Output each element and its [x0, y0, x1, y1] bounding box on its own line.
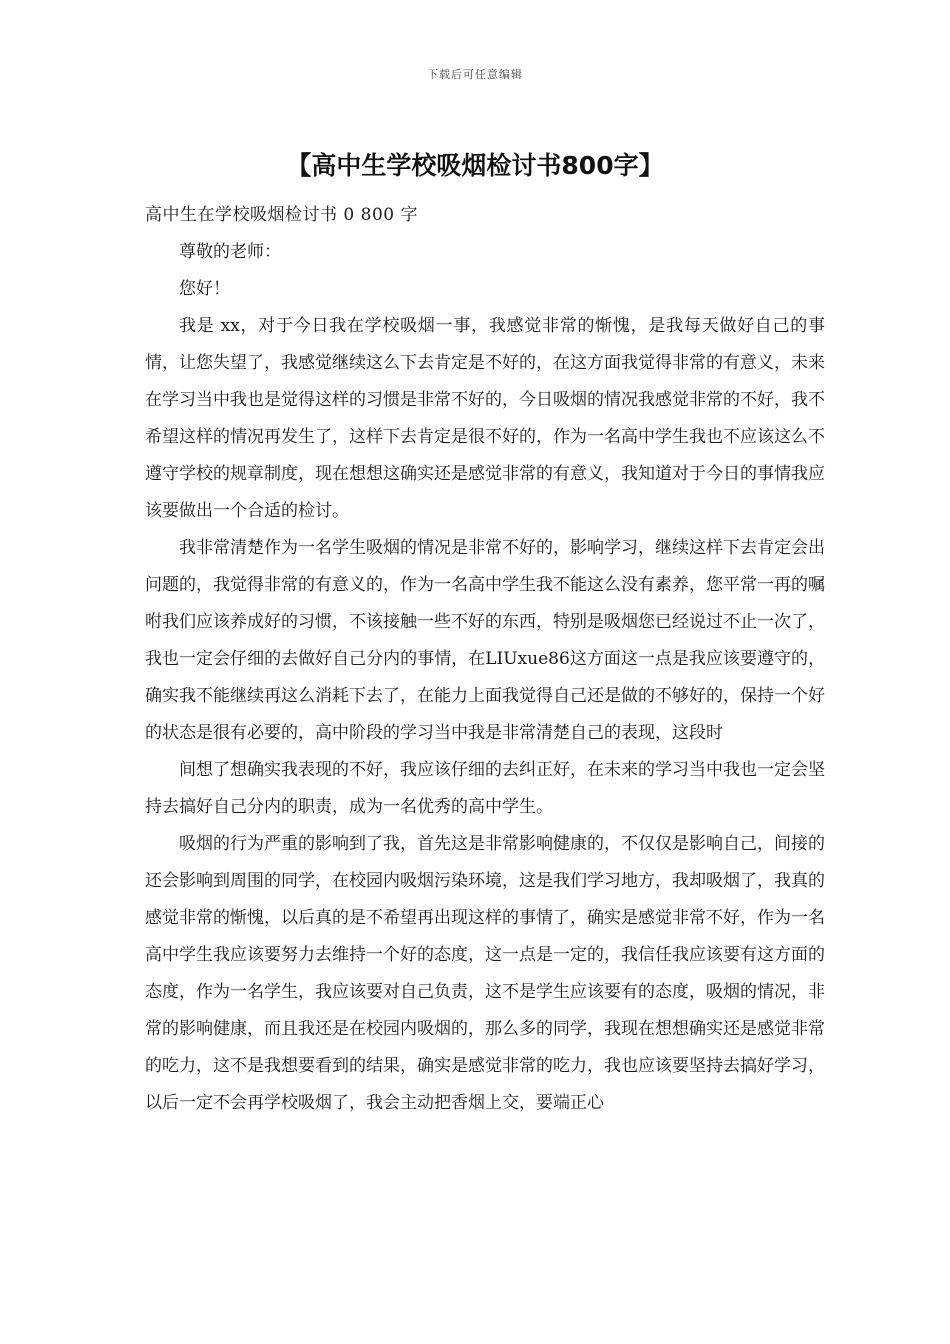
paragraph-3: 间想了想确实我表现的不好，我应该仔细的去纠正好，在未来的学习当中我也一定会坚持去搞好自己分内的职责，成为一名优秀的高中学生。 [145, 760, 825, 817]
document-subtitle: 高中生在学校吸烟检讨书 0 800 字 [145, 205, 418, 225]
paragraph-2: 我非常清楚作为一名学生吸烟的情况是非常不好的，影响学习，继续这样下去肯定会出问题的，我觉得非常的有意义的，作为一名高中学生我不能这么没有素养，您平常一再的嘱咐我们应该养成好的习惯，不该接触一些不好的东西，特别是吸烟您已经说过不止一次了，我也一定会仔细的去做好自己分内的事情，在LIUxue86这方面这一点是我应该要遵守的，确实我不能继续再这么消耗下去了，在能力上面我觉得自己还是做的不够好的，保持一个好的状态是很有必要的，高中阶段的学习当中我是非常清楚自己的表现，这段时 [145, 538, 825, 743]
paragraph-1: 我是 xx，对于今日我在学校吸烟一事，我感觉非常的惭愧，是我每天做好自己的事情，让您失望了，我感觉继续这么下去肯定是不好的，在这方面我觉得非常的有意义，未来在学习当中我也是觉得这样的习惯是非常不好的，今日吸烟的情况我感觉非常的不好，我不希望这样的情况再发生了，这样下去肯定是很不好的，作为一名高中学生我也不应该这么不遵守学校的规章制度，现在想想这确实还是感觉非常的有意义，我知道对于今日的事情我应该要做出一个合适的检讨。 [145, 316, 825, 521]
paragraph-4: 吸烟的行为严重的影响到了我，首先这是非常影响健康的，不仅仅是影响自己，间接的还会影响到周围的同学，在校园内吸烟污染环境，这是我们学习地方，我却吸烟了，我真的感觉非常的惭愧，以后真的是不希望再出现这样的事情了，确实是感觉非常不好，作为一名高中学生我应该要努力去维持一个好的态度，这一点是一定的，我信任我应该要有这方面的态度，作为一名学生，我应该要对自己负责，这不是学生应该要有的态度，吸烟的情况，非常的影响健康，而且我还是在校园内吸烟的，那么多的同学，我现在想想确实还是感觉非常的吃力，这不是我想要看到的结果，确实是感觉非常的吃力，我也应该要坚持去搞好学习，以后一定不会再学校吸烟了，我会主动把香烟上交，要端正心 [145, 834, 825, 1113]
document-body [145, 197, 825, 1122]
salutation: 尊敬的老师： [179, 242, 281, 262]
document-title: 【高中生学校吸烟检讨书800字】 [286, 151, 664, 180]
greeting: 您好！ [179, 279, 230, 299]
header-note: 下载后可任意编辑 [427, 68, 523, 81]
